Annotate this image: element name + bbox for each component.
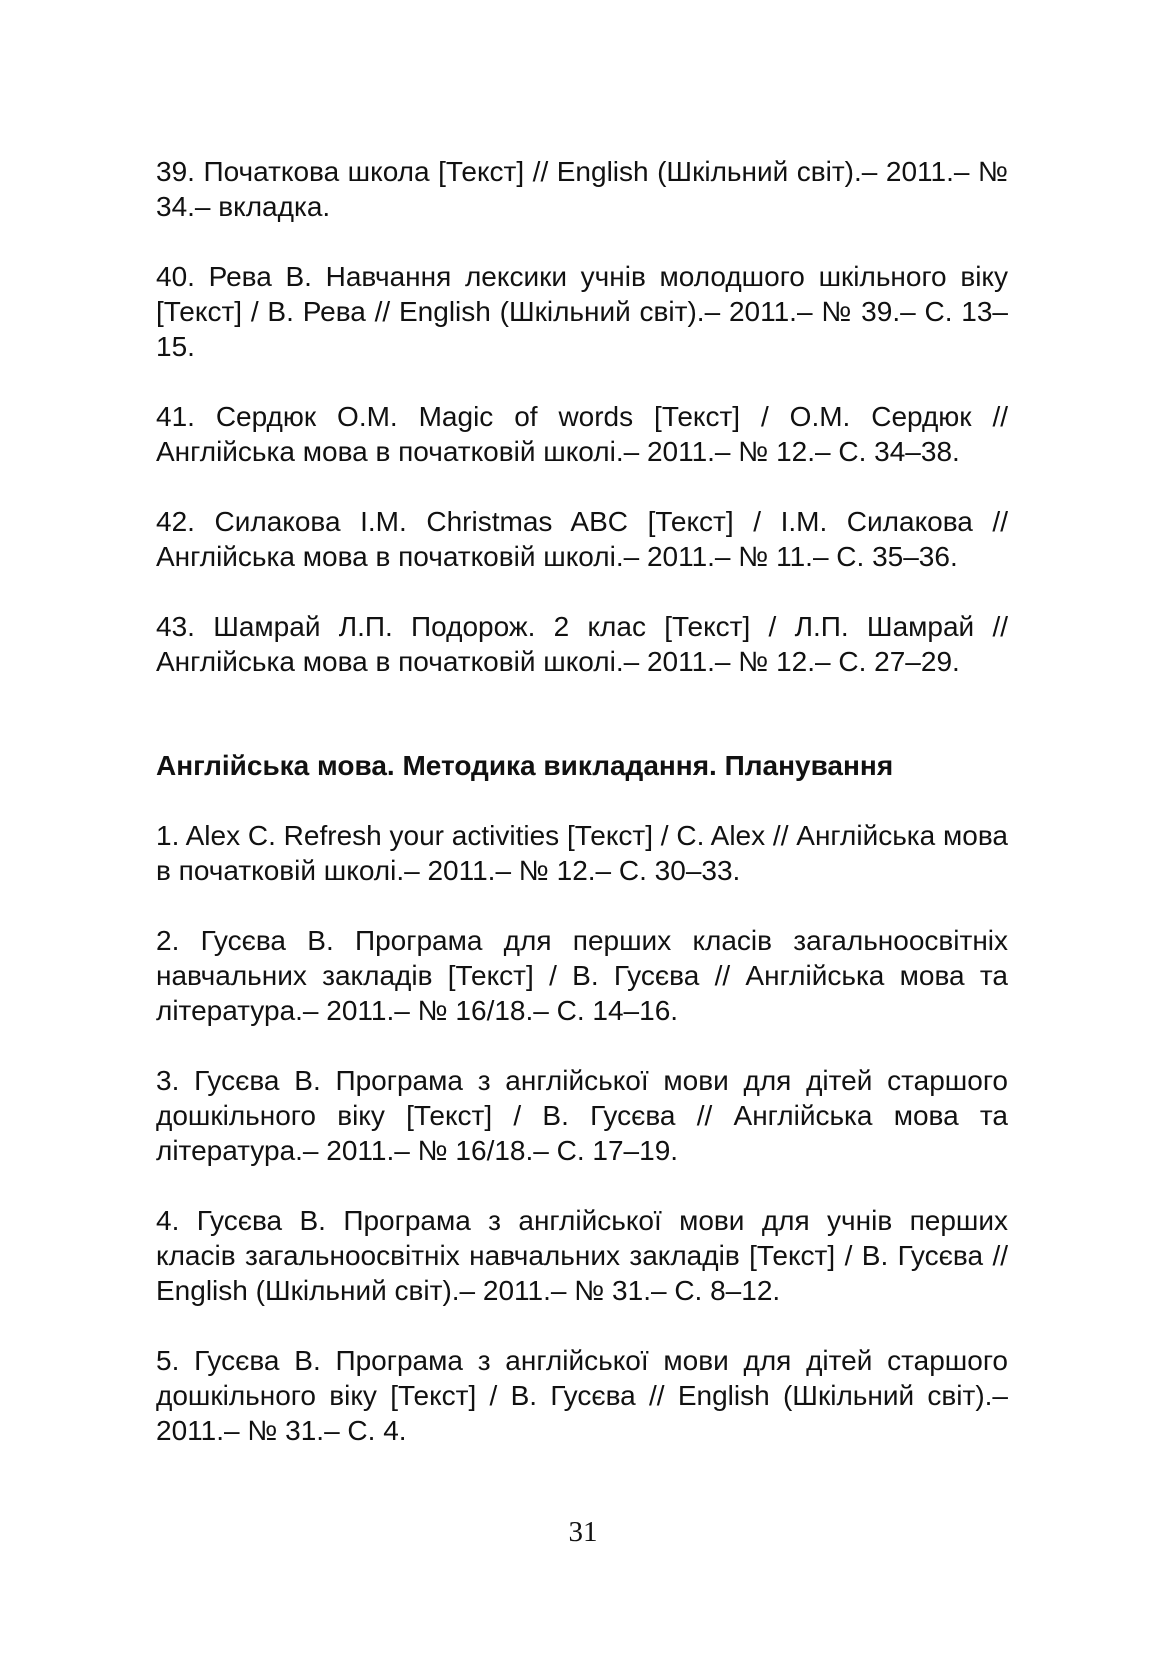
bibliography-entry-4: 4. Гусєва В. Програма з англійської мови для учнів перших класів загальноосвітніх навчальних закладів [Текст] / В. Гусєва // English (Шкільний світ).– 2011.– № 31.– С. 8–12.: [156, 1205, 1008, 1306]
bibliography-entry-41: 41. Сердюк О.М. Magic of words [Текст] / О.М. Сердюк // Англійська мова в початковій школі.– 2011.– № 12.– С. 34–38.: [156, 401, 1008, 467]
bibliography-entry-2: 2. Гусєва В. Програма для перших класів загальноосвітніх навчальних закладів [Текст] / В. Гусєва // Англійська мова та література.– 2011.– № 16/18.– С. 14–16.: [156, 925, 1008, 1026]
bibliography-entry-1: 1. Alex C. Refresh your activities [Текст] / C. Alex // Англійська мова в початковій школі.– 2011.– № 12.– С. 30–33.: [156, 820, 1008, 886]
bibliography-entry-42: 42. Силакова І.М. Christmas ABC [Текст] / І.М. Силакова // Англійська мова в початковій школі.– 2011.– № 11.– С. 35–36.: [156, 506, 1008, 572]
bibliography-entry-3: 3. Гусєва В. Програма з англійської мови для дітей старшого дошкільного віку [Текст] / В. Гусєва // Англійська мова та література.– 2011.– № 16/18.– С. 17–19.: [156, 1065, 1008, 1166]
section-heading: Англійська мова. Методика викладання. Планування: [156, 750, 894, 781]
page-content: [156, 154, 1008, 1448]
bibliography-entry-40: 40. Рева В. Навчання лексики учнів молодшого шкільного віку [Текст] / В. Рева // English (Шкільний світ).– 2011.– № 39.– С. 13–15.: [156, 261, 1008, 362]
page-number: 31: [568, 1516, 598, 1548]
bibliography-entry-43: 43. Шамрай Л.П. Подорож. 2 клас [Текст] / Л.П. Шамрай // Англійська мова в початковій школі.– 2011.– № 12.– С. 27–29.: [156, 611, 1008, 677]
bibliography-entry-39: 39. Початкова школа [Текст] // English (Шкільний світ).– 2011.– № 34.– вкладка.: [156, 156, 1008, 222]
bibliography-entry-5: 5. Гусєва В. Програма з англійської мови для дітей старшого дошкільного віку [Текст] / В. Гусєва // English (Шкільний світ).– 2011.– № 31.– С. 4.: [156, 1345, 1008, 1446]
